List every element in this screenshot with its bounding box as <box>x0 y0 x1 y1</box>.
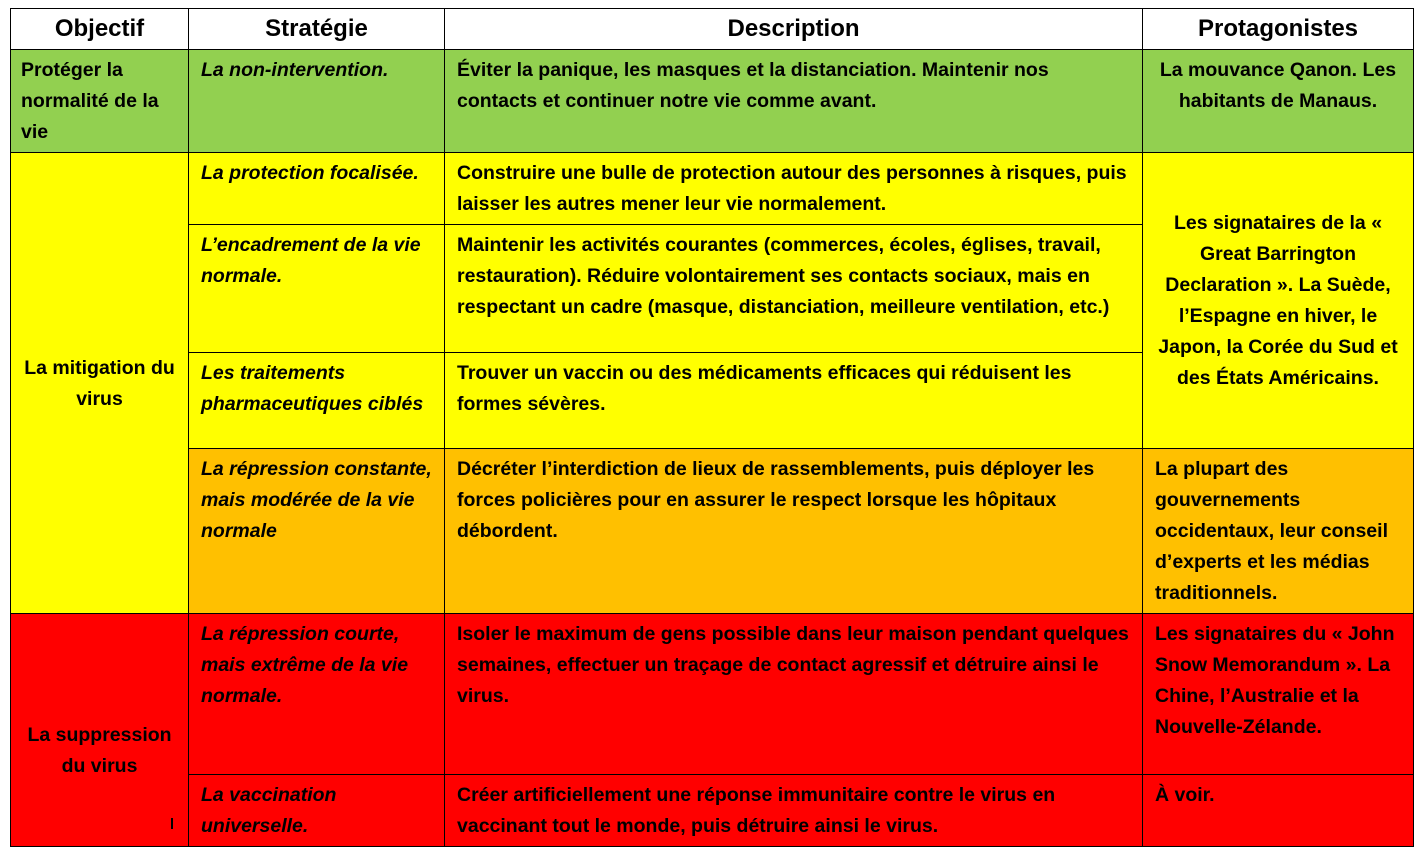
table-header-row <box>11 9 1414 50</box>
description-cell: Trouver un vaccin ou des médicaments efficaces qui réduisent les formes sévères. <box>445 353 1143 449</box>
protagonistes-cell: Les signataires de la « Great Barrington Declaration ». La Suède, l’Espagne en hiver, le Japon, la Corée du Sud et des États Américains. <box>1143 153 1414 449</box>
description-cell: Décréter l’interdiction de lieux de rassemblements, puis déployer les forces policières pour en assurer le respect lorsque les hôpitaux débordent. <box>445 449 1143 614</box>
strategie-cell: La répression courte, mais extrême de la vie normale. <box>189 614 445 775</box>
protagonistes-cell: À voir. <box>1143 775 1414 847</box>
description-cell: Isoler le maximum de gens possible dans leur maison pendant quelques semaines, effectuer un traçage de contact agressif et détruire ainsi le virus. <box>445 614 1143 775</box>
table-row <box>11 50 1414 153</box>
description-cell: Maintenir les activités courantes (commerces, écoles, églises, travail, restauration). Réduire volontairement ses contacts sociaux, mais en respectant un cadre (masque, distanciation, meilleure ventilation, etc.) <box>445 225 1143 353</box>
table-row <box>11 614 1414 775</box>
description-cell: Éviter la panique, les masques et la distanciation. Maintenir nos contacts et continuer notre vie comme avant. <box>445 50 1143 153</box>
protagonistes-cell: Les signataires du « John Snow Memorandum ». La Chine, l’Australie et la Nouvelle-Zélande. <box>1143 614 1414 775</box>
strategie-cell: La répression constante, mais modérée de la vie normale <box>189 449 445 614</box>
text-cursor <box>171 818 173 829</box>
table-row <box>11 775 1414 847</box>
description-cell: Construire une bulle de protection autour des personnes à risques, puis laisser les autres mener leur vie normalement. <box>445 153 1143 225</box>
table-row <box>11 449 1414 614</box>
header-strategie: Stratégie <box>189 9 445 50</box>
strategie-cell: La protection focalisée. <box>189 153 445 225</box>
objectif-cell: Protéger la normalité de la vie <box>11 50 189 153</box>
protagonistes-cell: La mouvance Qanon. Les habitants de Manaus. <box>1143 50 1414 153</box>
header-protagonistes: Protagonistes <box>1143 9 1414 50</box>
strategie-cell: La vaccination universelle. <box>189 775 445 847</box>
strategie-cell: L’encadrement de la vie normale. <box>189 225 445 353</box>
description-cell: Créer artificiellement une réponse immunitaire contre le virus en vaccinant tout le monde, puis détruire ainsi le virus. <box>445 775 1143 847</box>
strategy-table <box>10 8 1414 847</box>
objectif-cell: La mitigation du virus <box>11 153 189 614</box>
strategie-cell: La non-intervention. <box>189 50 445 153</box>
strategie-cell: Les traitements pharmaceutiques ciblés <box>189 353 445 449</box>
table-row <box>11 153 1414 225</box>
document-page <box>10 8 1414 847</box>
header-description: Description <box>445 9 1143 50</box>
header-objectif: Objectif <box>11 9 189 50</box>
objectif-cell: La suppression du virus <box>11 614 189 847</box>
protagonistes-cell: La plupart des gouvernements occidentaux, leur conseil d’experts et les médias traditionnels. <box>1143 449 1414 614</box>
